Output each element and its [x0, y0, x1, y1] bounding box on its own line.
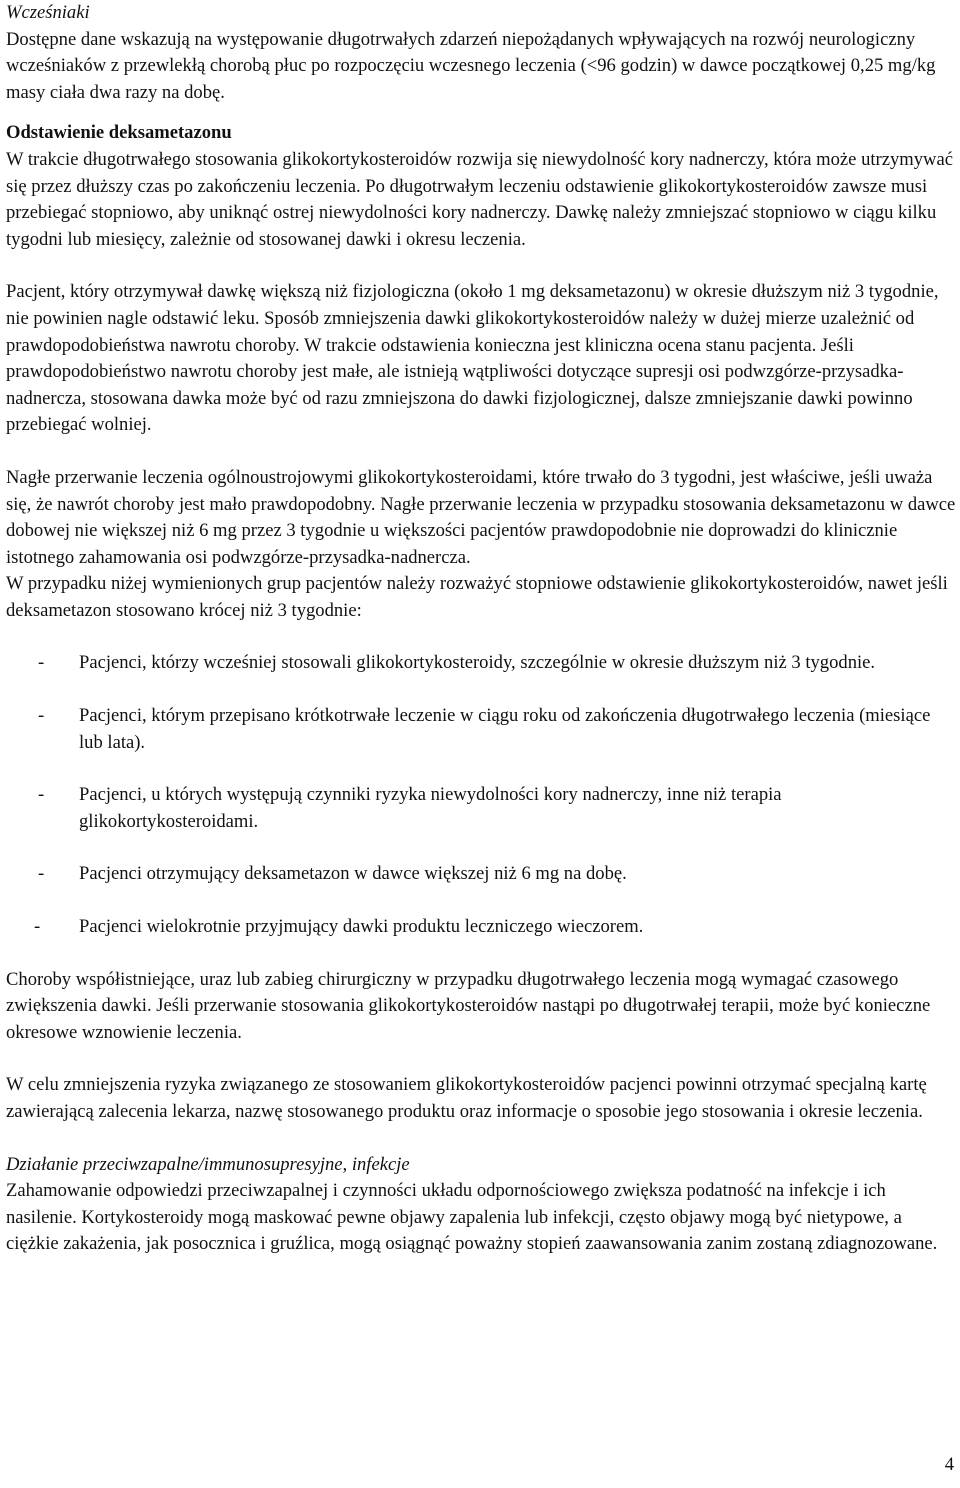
list-item — [6, 703, 956, 756]
list-dash: - — [38, 652, 45, 674]
paragraph-withdrawal-1: W trakcie długotrwałego stosowania glikokortykosteroidów rozwija się niewydolność kory nadnerczy, która może utrzymywać się przez dłuższy czas po zakończeniu leczenia. Po długotrwałym leczeniu odstawienie glikokortykosteroidów zawsze musi przebiegać stopniowo, aby uniknąć ostrej niewydolności kory nadnerczy. Dawkę należy zmniejszać stopniowo w ciągu kilku tygodni lub miesięcy, zależnie od stosowanej dawki i okresu leczenia. — [6, 148, 953, 250]
list-dash: - — [38, 705, 45, 727]
spacer — [6, 439, 956, 465]
spacer — [6, 624, 956, 650]
paragraph-withdrawal-3: Nagłe przerwanie leczenia ogólnoustrojowymi glikokortykosteroidami, które trwało do 3 tygodni, jest właściwe, jeśli uważa się, że nawrót choroby jest mało prawdopodobny. Nagłe przerwanie leczenia w przypadku stosowania deksametazonu w dawce dobowej nie większej niż 6 mg przez 3 tygodnie u większości pacjentów prawdopodobnie nie doprowadzi do klinicznie istotnego zahamowania osi podwzgórze-przysadka-nadnercza. — [6, 466, 956, 568]
spacer — [6, 1126, 956, 1152]
paragraph-preterm: Dostępne dane wskazują na występowanie długotrwałych zdarzeń niepożądanych wpływających na rozwój neurologiczny wcześniaków z przewlekłą chorobą płuc po rozpoczęciu wczesnego leczenia (<96 godzin) w dawce początkowej 0,25 mg/kg masy ciała dwa razy na dobę. — [6, 28, 936, 103]
list-dash: - — [38, 784, 45, 806]
section-heading-preterm: Wcześniaki — [6, 2, 90, 23]
spacer — [6, 1046, 956, 1072]
list-item — [6, 782, 956, 835]
section-heading-immuno: Działanie przeciwzapalne/immunosupresyjne, infekcje — [6, 1153, 410, 1175]
paragraph-withdrawal-6: W celu zmniejszenia ryzyka związanego ze stosowaniem glikokortykosteroidów pacjenci powinni otrzymać specjalną kartę zawierającą zalecenia lekarza, nazwę stosowanego produktu oraz informacje o sposobie jego stosowania i okresie leczenia. — [6, 1074, 927, 1122]
section-heading-withdrawal: Odstawienie deksametazonu — [6, 122, 232, 144]
spacer — [6, 106, 956, 120]
list-item-text: Pacjenci, u których występują czynniki ryzyka niewydolności kory nadnerczy, inne niż terapia glikokortykosteroidami. — [79, 784, 782, 832]
paragraph-withdrawal-5: Choroby współistniejące, uraz lub zabieg chirurgiczny w przypadku długotrwałego leczenia mogą wymagać czasowego zwiększenia dawki. Jeśli przerwanie stosowania glikokortykosteroidów nastąpi po długotrwałej terapii, może być konieczne okresowe wznowienie leczenia. — [6, 968, 931, 1043]
list-dash: - — [34, 916, 41, 938]
patient-group-list — [6, 650, 956, 940]
document-page — [6, 0, 956, 1258]
list-item-text: Pacjenci otrzymujący deksametazon w dawce większej niż 6 mg na dobę. — [79, 863, 627, 885]
page-number: 4 — [944, 1454, 954, 1475]
paragraph-withdrawal-2: Pacjent, który otrzymywał dawkę większą niż fizjologiczna (około 1 mg deksametazonu) w okresie dłuższym niż 3 tygodnie, nie powinien nagle odstawić leku. Sposób zmniejszenia dawki glikokortykosteroidów należy w dużej mierze uzależnić od prawdopodobieństwa nawrotu choroby. W trakcie odstawienia konieczna jest kliniczna ocena stanu pacjenta. Jeśli prawdopodobieństwo nawrotu choroby jest małe, ale istnieją wątpliwości dotyczące supresji osi podwzgórze-przysadka-nadnercza, stosowana dawka może być od razu zmniejszona do dawki fizjologicznej, dalsze zmniejszanie dawki powinno przebiegać wolniej. — [6, 281, 939, 436]
list-item — [6, 914, 956, 941]
list-item — [6, 650, 956, 677]
list-item-text: Pacjenci, którym przepisano krótkotrwałe leczenie w ciągu roku od zakończenia długotrwałego leczenia (miesiące lub lata). — [79, 705, 931, 753]
spacer — [6, 253, 956, 279]
list-item-text: Pacjenci wielokrotnie przyjmujący dawki produktu leczniczego wieczorem. — [79, 916, 644, 938]
list-dash: - — [38, 863, 45, 885]
paragraph-withdrawal-4: W przypadku niżej wymienionych grup pacjentów należy rozważyć stopniowe odstawienie glikokortykosteroidów, nawet jeśli deksametazon stosowano krócej niż 3 tygodnie: — [6, 573, 948, 621]
list-item-text: Pacjenci, którzy wcześniej stosowali glikokortykosteroidy, szczególnie w okresie dłuższym niż 3 tygodnie. — [79, 652, 876, 674]
paragraph-immuno: Zahamowanie odpowiedzi przeciwzapalnej i czynności układu odpornościowego zwiększa podatność na infekcje i ich nasilenie. Kortykosteroidy mogą maskować pewne objawy zapalenia lub infekcji, często objawy mogą być nietypowe, a ciężkie zakażenia, jak posocznica i gruźlica, mogą osiągnąć poważny stopień zaawansowania zanim zostaną zdiagnozowane. — [6, 1180, 938, 1255]
list-item — [6, 861, 956, 888]
